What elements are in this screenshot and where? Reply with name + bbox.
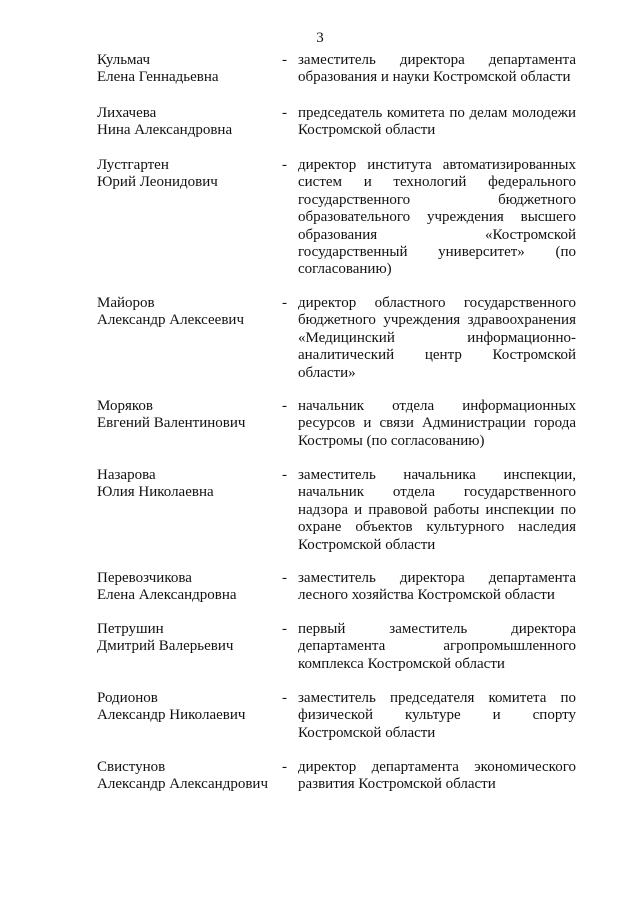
- member-position: [298, 295, 576, 382]
- member-given-names: Елена Геннадьевна: [97, 69, 219, 86]
- position-line: начальник отдела государственного: [298, 484, 576, 501]
- position-line: департамента агропромышленного: [298, 638, 576, 655]
- position-line: заместитель директора департамента: [298, 570, 576, 586]
- member-position: [298, 467, 576, 554]
- member-surname: Петрушин: [97, 621, 164, 637]
- member-position: [298, 690, 576, 742]
- position-line: Костромской области: [298, 536, 436, 553]
- member-surname: Майоров: [97, 295, 155, 311]
- member-name: [97, 759, 277, 794]
- position-line: ресурсов и связи Администрации города: [298, 415, 576, 432]
- position-line: первый заместитель директора: [298, 621, 576, 637]
- position-line: «Медицинский информационно-: [298, 329, 576, 346]
- member-surname: Лихачева: [97, 105, 157, 121]
- position-line: заместитель начальника инспекции,: [298, 467, 576, 483]
- position-line: аналитический центр Костромской: [298, 347, 576, 364]
- position-line: систем и технологий федерального: [298, 174, 576, 191]
- position-line: области»: [298, 364, 356, 381]
- dash-separator: -: [282, 295, 287, 311]
- member-surname: Моряков: [97, 398, 153, 414]
- member-position: [298, 570, 576, 605]
- member-position: [298, 621, 576, 673]
- position-line: комплекса Костромской области: [298, 655, 505, 672]
- position-line: физической культуре и спорту: [298, 707, 576, 724]
- dash-separator: -: [282, 570, 287, 586]
- member-given-names: Елена Александровна: [97, 587, 237, 604]
- member-surname: Кульмач: [97, 52, 151, 68]
- position-line: заместитель председателя комитета по: [298, 690, 576, 706]
- position-line: заместитель директора департамента: [298, 52, 576, 68]
- member-name: [97, 621, 277, 656]
- position-line: директор института автоматизированных: [298, 157, 576, 173]
- dash-separator: -: [282, 467, 287, 483]
- position-line: председатель комитета по делам молодежи: [298, 105, 576, 121]
- dash-separator: -: [282, 105, 287, 121]
- position-line: Костромы (по согласованию): [298, 432, 485, 449]
- member-given-names: Дмитрий Валерьевич: [97, 638, 234, 655]
- position-line: директор департамента экономического: [298, 759, 576, 775]
- member-surname: Назарова: [97, 467, 156, 483]
- member-name: [97, 295, 277, 330]
- position-line: лесного хозяйства Костромской области: [298, 587, 555, 604]
- member-given-names: Юлия Николаевна: [97, 484, 214, 501]
- member-given-names: Александр Александрович: [97, 776, 268, 793]
- position-line: охране объектов культурного наследия: [298, 519, 576, 536]
- member-name: [97, 398, 277, 433]
- member-name: [97, 690, 277, 725]
- dash-separator: -: [282, 621, 287, 637]
- dash-separator: -: [282, 398, 287, 414]
- member-given-names: Александр Николаевич: [97, 707, 246, 724]
- position-line: Костромской области: [298, 122, 436, 139]
- member-name: [97, 105, 277, 140]
- position-line: надзора и правовой работы инспекции по: [298, 501, 576, 518]
- position-line: образования «Костромской: [298, 226, 576, 243]
- position-line: Костромской области: [298, 724, 436, 741]
- position-line: образовательного учреждения высшего: [298, 209, 576, 226]
- dash-separator: -: [282, 52, 287, 68]
- position-line: согласованию): [298, 261, 392, 278]
- dash-separator: -: [282, 157, 287, 173]
- member-position: [298, 105, 576, 140]
- member-position: [298, 52, 576, 87]
- member-name: [97, 52, 277, 87]
- member-name: [97, 467, 277, 502]
- position-line: развития Костромской области: [298, 776, 496, 793]
- member-given-names: Нина Александровна: [97, 122, 233, 139]
- member-surname: Лустгартен: [97, 157, 169, 173]
- position-line: образования и науки Костромской области: [298, 69, 571, 86]
- dash-separator: -: [282, 759, 287, 775]
- dash-separator: -: [282, 690, 287, 706]
- member-name: [97, 570, 277, 605]
- position-line: государственного бюджетного: [298, 191, 576, 208]
- member-position: [298, 398, 576, 450]
- page-number: 3: [316, 30, 324, 46]
- member-position: [298, 759, 576, 794]
- member-surname: Перевозчикова: [97, 570, 192, 586]
- position-line: бюджетного учреждения здравоохранения: [298, 312, 576, 329]
- member-surname: Свистунов: [97, 759, 166, 775]
- member-position: [298, 157, 576, 279]
- position-line: директор областного государственного: [298, 295, 576, 311]
- member-given-names: Юрий Леонидович: [97, 174, 218, 191]
- position-line: начальник отдела информационных: [298, 398, 576, 414]
- member-given-names: Евгений Валентинович: [97, 415, 246, 432]
- member-surname: Родионов: [97, 690, 158, 706]
- position-line: государственный университет» (по: [298, 244, 576, 261]
- member-name: [97, 157, 277, 192]
- member-given-names: Александр Алексеевич: [97, 312, 244, 329]
